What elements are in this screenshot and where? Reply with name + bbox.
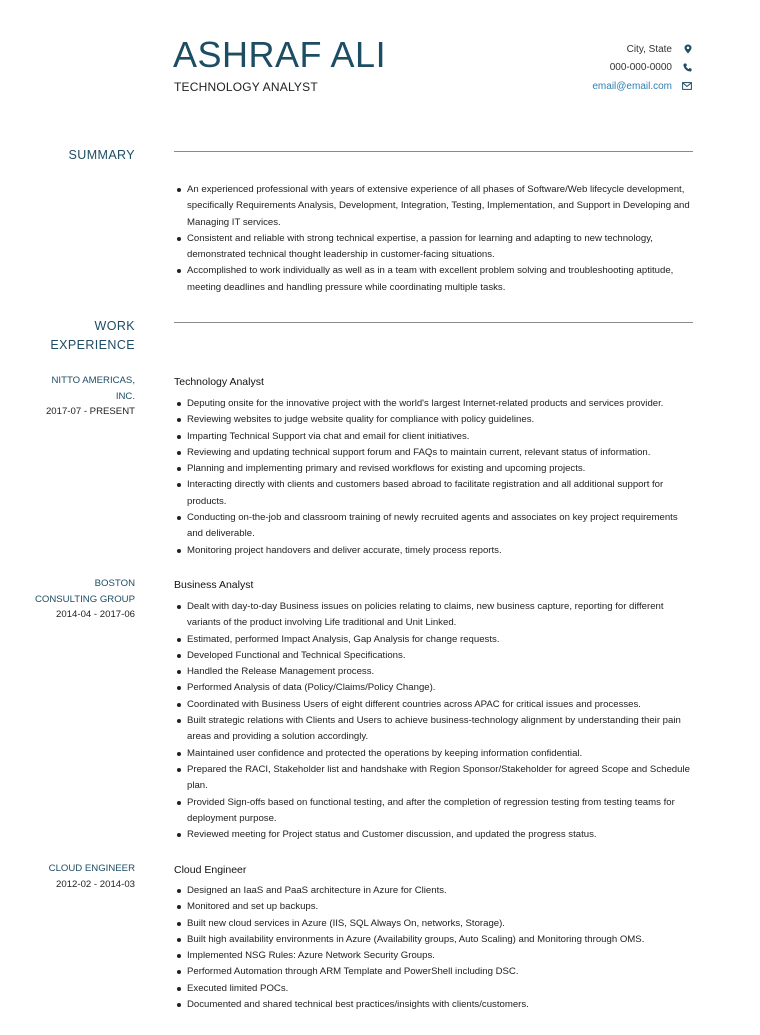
list-item: Reviewed meeting for Project status and Customer discussion, and updated the progress status.: [174, 827, 694, 843]
experience-heading-line2: EXPERIENCE: [50, 338, 135, 352]
list-item: Executed limited POCs.: [174, 981, 694, 997]
list-item: Reviewing websites to judge website quality for compliance with policy guidelines.: [174, 412, 694, 428]
company-name-line: CLOUD ENGINEER: [48, 863, 135, 874]
company-name-line: CONSULTING GROUP: [34, 593, 135, 605]
list-item: Monitoring project handovers and deliver accurate, timely process reports.: [174, 543, 694, 559]
list-item: Built strategic relations with Clients and Users to achieve business-technology alignment by understanding their pain areas and providing a solution accordingly.: [174, 713, 694, 746]
experience-heading: [0, 317, 135, 355]
experience-heading-line1: WORK: [94, 319, 135, 333]
list-item: Documented and shared technical best practices/insights with clients/customers.: [174, 997, 694, 1013]
phone-text: 000-000-0000: [609, 62, 672, 74]
list-item: Conducting on-the-job and classroom training of newly recruited agents and associates on key project requirements and deliverable.: [174, 510, 694, 543]
company-name-line: NITTO AMERICAS,: [51, 375, 135, 386]
summary-divider: [174, 151, 693, 152]
job-company: [20, 576, 135, 607]
summary-list: [174, 182, 694, 296]
summary-heading: SUMMARY: [68, 148, 135, 162]
list-item: Coordinated with Business Users of eight different countries across APAC for critical issues and processes.: [174, 697, 694, 713]
list-item: Performed Analysis of data (Policy/Claims/Policy Change).: [174, 680, 694, 696]
list-item: Monitored and set up backups.: [174, 899, 694, 915]
experience-divider: [174, 322, 693, 323]
job-bullets: [174, 883, 694, 1013]
candidate-name: ASHRAF ALI: [173, 34, 387, 75]
contact-block: [592, 40, 692, 96]
list-item: Designed an IaaS and PaaS architecture in Azure for Clients.: [174, 883, 694, 899]
list-item: Imparting Technical Support via chat and email for client initiatives.: [174, 429, 694, 445]
envelope-icon: [678, 82, 692, 90]
list-item: Built new cloud services in Azure (IIS, SQL Always On, networks, Storage).: [174, 916, 694, 932]
list-item: Maintained user confidence and protected the operations by keeping information confidential.: [174, 746, 694, 762]
list-item: Handled the Release Management process.: [174, 664, 694, 680]
company-name-line: INC.: [115, 390, 135, 402]
list-item: Reviewing and updating technical support forum and FAQs to maintain current, relevant status of information.: [174, 445, 694, 461]
list-item: Deputing onsite for the innovative project with the world's largest Internet-related products and services provider.: [174, 396, 694, 412]
email-link[interactable]: email@email.com: [592, 80, 672, 92]
contact-phone: [592, 59, 692, 78]
job-company: [20, 373, 135, 404]
job-bullets: [174, 599, 694, 843]
list-item: Interacting directly with clients and customers based abroad to facilitate registration and all additional support for products.: [174, 477, 694, 510]
candidate-title: TECHNOLOGY ANALYST: [174, 80, 318, 94]
list-item: Accomplished to work individually as well as in a team with excellent problem solving and troubleshooting aptitude, meeting deadlines and handling pressure while coordinating multiple tasks.: [174, 263, 694, 296]
job-dates: 2014-04 - 2017-06: [56, 609, 135, 620]
list-item: An experienced professional with years of extensive experience of all phases of Software/Web lifecycle development, specifically Requirements Analysis, Development, Integration, Testing, Implementation, and Support in Developing and Managing IT services.: [174, 182, 694, 231]
list-item: Estimated, performed Impact Analysis, Gap Analysis for change requests.: [174, 632, 694, 648]
job-dates: 2017-07 - PRESENT: [45, 406, 135, 417]
location-text: City, State: [626, 43, 672, 55]
job-role: Technology Analyst: [174, 376, 264, 388]
list-item: Prepared the RACI, Stakeholder list and handshake with Region Sponsor/Stakeholder for agreed Scope and Schedule plan.: [174, 762, 694, 795]
contact-email[interactable]: [592, 77, 692, 96]
list-item: Dealt with day-to-day Business issues on policies relating to claims, new business capture, reporting for different variants of the product involving Life traditional and Unit Linked.: [174, 599, 694, 632]
job-bullets: [174, 396, 694, 559]
list-item: Performed Automation through ARM Template and PowerShell including DSC.: [174, 964, 694, 980]
company-name-line: BOSTON: [94, 578, 135, 589]
list-item: Planning and implementing primary and revised workflows for existing and upcoming projects.: [174, 461, 694, 477]
map-pin-icon: [678, 44, 692, 54]
list-item: Developed Functional and Technical Specifications.: [174, 648, 694, 664]
list-item: Implemented NSG Rules: Azure Network Security Groups.: [174, 948, 694, 964]
contact-location: [592, 40, 692, 59]
list-item: Provided Sign-offs based on functional testing, and after the completion of regression testing from testing teams for deployment purpose.: [174, 795, 694, 828]
list-item: Consistent and reliable with strong technical expertise, a passion for learning and adapting to new technology, demonstrated technical thought leadership in customer-facing situations.: [174, 231, 694, 264]
job-company: [20, 861, 135, 877]
job-dates: 2012-02 - 2014-03: [56, 879, 135, 890]
job-role: Cloud Engineer: [174, 864, 247, 876]
job-role: Business Analyst: [174, 579, 254, 591]
phone-icon: [678, 63, 692, 72]
list-item: Built high availability environments in Azure (Availability groups, Auto Scaling) and Monitoring through OMS.: [174, 932, 694, 948]
